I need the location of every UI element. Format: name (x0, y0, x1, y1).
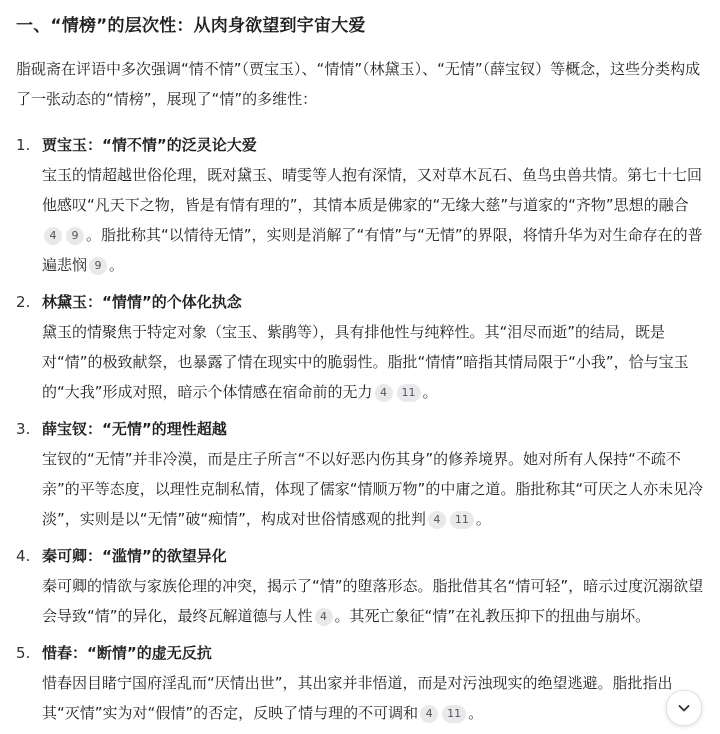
citation-badge[interactable]: 4 (315, 608, 333, 626)
scroll-down-button[interactable] (666, 690, 702, 726)
citation-badge[interactable]: 4 (375, 384, 393, 402)
item-number: 5. (16, 644, 31, 662)
citation-badge[interactable]: 9 (66, 227, 84, 245)
item-text: 宝玉的情超越世俗伦理，既对黛玉、晴雯等人抱有深情，又对草木瓦石、鱼鸟虫兽共情。第七十七回他感叹“凡天下之物，皆是有情有理的”，其情本质是佛家的“无缘大慈”与道家的“齐物”思想的融合4 9 。脂批称其“以情待无情”，实则是消解了“有情”与“无情”的界限，将情升华为对生命存在的普遍悲悯 9 。 (42, 166, 703, 274)
item-number: 3. (16, 420, 31, 438)
item-number: 2. (16, 293, 31, 311)
intro-paragraph: 脂砚斋在评语中多次强调“情不情”（贾宝玉）、“情情”（林黛玉）、“无情”（薛宝钗）等概念，这些分类构成了一张动态的“情榜”，展现了“情”的多维性： (16, 60, 701, 108)
list-item (16, 130, 704, 280)
item-text: 秦可卿的情欲与家族伦理的冲突，揭示了“情”的堕落形态。脂批借其名“情可轻”，暗示过度沉溺欲望会导致“情”的异化，最终瓦解道德与人性 4 。其死亡象征“情”在礼教压抑下的扭曲与崩坏。 (42, 577, 704, 625)
chevron-down-icon (676, 700, 692, 716)
item-heading: 林黛玉：“情情”的个体化执念 (42, 293, 242, 311)
item-number: 1. (16, 136, 31, 154)
citation-badge[interactable]: 4 (428, 511, 446, 529)
list-item (16, 414, 704, 534)
item-heading: 秦可卿：“滥情”的欲望异化 (42, 547, 227, 565)
list-item (16, 287, 704, 407)
citation-badge[interactable]: 4 (420, 705, 438, 723)
item-heading: 贾宝玉：“情不情”的泛灵论大爱 (42, 136, 257, 154)
section-title: 一、“情榜”的层次性：从肉身欲望到宇宙大爱 (16, 16, 366, 36)
item-text: 黛玉的情聚焦于特定对象（宝玉、紫鹃等），具有排他性与纯粹性。其“泪尽而逝”的结局，既是对“情”的极致献祭，也暴露了情在现实中的脆弱性。脂批“情情”暗指其情局限于“小我”，恰与宝玉的“大我”形成对照，暗示个体情感在宿命前的无力 4 11 。 (42, 323, 689, 401)
item-heading: 薛宝钗：“无情”的理性超越 (42, 420, 227, 438)
citation-badge[interactable]: 11 (397, 384, 421, 402)
citation-badge[interactable]: 9 (89, 257, 107, 275)
item-number: 4. (16, 547, 31, 565)
citation-badge[interactable]: 4 (44, 227, 62, 245)
citation-badge[interactable]: 11 (450, 511, 474, 529)
citation-badge[interactable]: 11 (442, 705, 466, 723)
item-heading: 惜春：“断情”的虚无反抗 (42, 644, 212, 662)
list-item (16, 541, 704, 631)
list-item (16, 638, 704, 728)
character-list (16, 130, 704, 728)
item-text: 宝钗的“无情”并非冷漠，而是庄子所言“不以好恶内伤其身”的修养境界。她对所有人保持“不疏不亲”的平等态度，以理性克制私情，体现了儒家“情顺万物”的中庸之道。脂批称其“可厌之人亦未见冷淡”，实则是以“无情”破“痴情”，构成对世俗情感观的批判 4 11 。 (42, 450, 704, 528)
item-text: 惜春因目睹宁国府淫乱而“厌情出世”，其出家并非悟道，而是对污浊现实的绝望逃避。脂批指出其“灭情”实为对“假情”的否定，反映了情与理的不可调和 4 11 。 (42, 674, 673, 722)
